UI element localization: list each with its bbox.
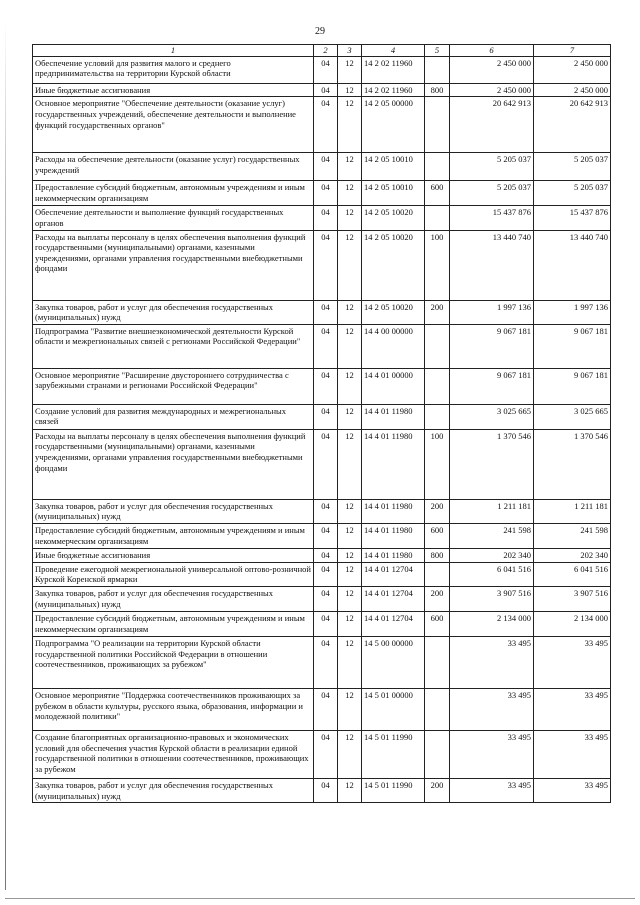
row-amount-year2: 5 205 037: [534, 153, 611, 181]
row-section: 04: [314, 730, 338, 778]
row-section: 04: [314, 300, 338, 324]
row-name: Создание условий для развития международных и межрегиональных связей: [33, 404, 314, 429]
row-section: 04: [314, 97, 338, 153]
row-subsection: 12: [338, 499, 362, 523]
row-name: Закупка товаров, работ и услуг для обеспечения государственных (муниципальных) нужд: [33, 300, 314, 324]
row-section: 04: [314, 549, 338, 563]
row-subsection: 12: [338, 636, 362, 688]
row-name: Предоставление субсидий бюджетным, автономным учреждениям и иным некоммерческим организациям: [33, 524, 314, 549]
row-amount-year1: 241 598: [450, 524, 534, 549]
row-name: Предоставление субсидий бюджетным, автономным учреждениям и иным некоммерческим организациям: [33, 181, 314, 206]
row-amount-year1: 2 450 000: [450, 83, 534, 97]
row-amount-year1: 9 067 181: [450, 368, 534, 404]
row-amount-year2: 6 041 516: [534, 562, 611, 586]
row-section: 04: [314, 429, 338, 499]
row-section: 04: [314, 524, 338, 549]
table-row: [33, 181, 611, 206]
row-name: Предоставление субсидий бюджетным, автономным учреждениям и иным некоммерческим организациям: [33, 611, 314, 636]
row-amount-year1: 13 440 740: [450, 230, 534, 300]
row-subsection: 12: [338, 586, 362, 611]
row-amount-year1: 1 370 546: [450, 429, 534, 499]
row-target-article: 14 2 05 10020: [362, 206, 425, 230]
table-row: [33, 206, 611, 230]
table-row: [33, 153, 611, 181]
row-name: Обеспечение условий для развития малого и среднего предпринимательства на территории Курской области: [33, 56, 314, 83]
table-row: [33, 778, 611, 802]
row-section: 04: [314, 230, 338, 300]
row-name: Закупка товаров, работ и услуг для обеспечения государственных (муниципальных) нужд: [33, 586, 314, 611]
table-row: [33, 300, 611, 324]
row-name: Иные бюджетные ассигнования: [33, 549, 314, 563]
column-number-row: [33, 45, 611, 57]
row-amount-year2: 3 907 516: [534, 586, 611, 611]
row-target-article: 14 4 01 11980: [362, 429, 425, 499]
row-section: 04: [314, 611, 338, 636]
table-row: [33, 688, 611, 730]
row-expense-type: [425, 730, 450, 778]
row-target-article: 14 2 05 10010: [362, 181, 425, 206]
row-target-article: 14 4 01 11980: [362, 404, 425, 429]
row-amount-year2: 15 437 876: [534, 206, 611, 230]
row-subsection: 12: [338, 153, 362, 181]
row-section: 04: [314, 499, 338, 523]
row-amount-year2: 2 450 000: [534, 83, 611, 97]
row-expense-type: 100: [425, 230, 450, 300]
row-expense-type: [425, 404, 450, 429]
row-subsection: 12: [338, 56, 362, 83]
table-row: [33, 636, 611, 688]
row-amount-year1: 6 041 516: [450, 562, 534, 586]
table-row: [33, 524, 611, 549]
row-target-article: 14 2 05 10020: [362, 300, 425, 324]
row-amount-year2: 2 134 000: [534, 611, 611, 636]
row-section: 04: [314, 83, 338, 97]
row-subsection: 12: [338, 230, 362, 300]
table-row: [33, 404, 611, 429]
row-amount-year2: 20 642 913: [534, 97, 611, 153]
row-name: Иные бюджетные ассигнования: [33, 83, 314, 97]
row-expense-type: 100: [425, 429, 450, 499]
table-row: [33, 499, 611, 523]
row-expense-type: 200: [425, 586, 450, 611]
table-row: [33, 429, 611, 499]
row-name: Основное мероприятие "Расширение двустороннего сотрудничества с зарубежными странами и регионами Российской Федерации": [33, 368, 314, 404]
column-header: 4: [362, 45, 425, 57]
row-subsection: 12: [338, 562, 362, 586]
row-expense-type: [425, 562, 450, 586]
row-expense-type: [425, 688, 450, 730]
row-expense-type: 200: [425, 499, 450, 523]
table-row: [33, 56, 611, 83]
column-header: 5: [425, 45, 450, 57]
row-subsection: 12: [338, 206, 362, 230]
table-row: [33, 324, 611, 368]
row-section: 04: [314, 586, 338, 611]
row-expense-type: 600: [425, 611, 450, 636]
row-section: 04: [314, 206, 338, 230]
row-amount-year2: 1 211 181: [534, 499, 611, 523]
row-subsection: 12: [338, 429, 362, 499]
row-target-article: 14 4 01 00000: [362, 368, 425, 404]
row-subsection: 12: [338, 688, 362, 730]
row-target-article: 14 4 01 12704: [362, 586, 425, 611]
row-target-article: 14 2 05 10010: [362, 153, 425, 181]
row-name: Проведение ежегодной межрегиональной универсальной оптово-розничной Курской Коренской ярмарки: [33, 562, 314, 586]
page-number: 29: [315, 26, 325, 37]
row-amount-year2: 2 450 000: [534, 56, 611, 83]
row-name: Расходы на выплаты персоналу в целях обеспечения выполнения функций государственными (муниципальными) органами, казенными учреждениями, органами управления государственными внебюджетными фондами: [33, 429, 314, 499]
row-section: 04: [314, 562, 338, 586]
row-subsection: 12: [338, 324, 362, 368]
row-target-article: 14 5 01 11990: [362, 778, 425, 802]
row-section: 04: [314, 688, 338, 730]
row-target-article: 14 4 01 11980: [362, 549, 425, 563]
table-row: [33, 730, 611, 778]
row-amount-year1: 3 907 516: [450, 586, 534, 611]
row-name: Расходы на обеспечение деятельности (оказание услуг) государственных учреждений: [33, 153, 314, 181]
row-section: 04: [314, 181, 338, 206]
row-section: 04: [314, 153, 338, 181]
row-subsection: 12: [338, 97, 362, 153]
row-target-article: 14 5 01 00000: [362, 688, 425, 730]
row-section: 04: [314, 404, 338, 429]
row-amount-year1: 33 495: [450, 778, 534, 802]
row-expense-type: 800: [425, 83, 450, 97]
row-subsection: 12: [338, 524, 362, 549]
row-expense-type: [425, 56, 450, 83]
row-amount-year2: 202 340: [534, 549, 611, 563]
row-amount-year2: 33 495: [534, 688, 611, 730]
row-expense-type: [425, 206, 450, 230]
row-amount-year2: 33 495: [534, 778, 611, 802]
row-target-article: 14 5 01 11990: [362, 730, 425, 778]
row-amount-year2: 5 205 037: [534, 181, 611, 206]
row-section: 04: [314, 324, 338, 368]
row-subsection: 12: [338, 611, 362, 636]
column-header: 3: [338, 45, 362, 57]
row-section: 04: [314, 368, 338, 404]
column-header: 2: [314, 45, 338, 57]
row-target-article: 14 2 02 11960: [362, 83, 425, 97]
row-amount-year1: 5 205 037: [450, 153, 534, 181]
row-amount-year1: 9 067 181: [450, 324, 534, 368]
row-amount-year2: 13 440 740: [534, 230, 611, 300]
row-name: Закупка товаров, работ и услуг для обеспечения государственных (муниципальных) нужд: [33, 499, 314, 523]
row-amount-year1: 1 211 181: [450, 499, 534, 523]
row-expense-type: 600: [425, 181, 450, 206]
row-expense-type: [425, 368, 450, 404]
table-row: [33, 586, 611, 611]
row-amount-year2: 241 598: [534, 524, 611, 549]
column-header: 1: [33, 45, 314, 57]
row-amount-year1: 3 025 665: [450, 404, 534, 429]
row-expense-type: [425, 636, 450, 688]
row-amount-year2: 9 067 181: [534, 324, 611, 368]
table-row: [33, 549, 611, 563]
row-amount-year1: 33 495: [450, 688, 534, 730]
row-subsection: 12: [338, 300, 362, 324]
column-header: 6: [450, 45, 534, 57]
row-amount-year2: 3 025 665: [534, 404, 611, 429]
row-expense-type: [425, 97, 450, 153]
row-amount-year2: 1 997 136: [534, 300, 611, 324]
row-amount-year2: 1 370 546: [534, 429, 611, 499]
row-amount-year1: 2 450 000: [450, 56, 534, 83]
row-expense-type: 200: [425, 300, 450, 324]
table-row: [33, 230, 611, 300]
row-amount-year2: 9 067 181: [534, 368, 611, 404]
row-amount-year1: 20 642 913: [450, 97, 534, 153]
row-section: 04: [314, 636, 338, 688]
row-section: 04: [314, 56, 338, 83]
row-target-article: 14 4 00 00000: [362, 324, 425, 368]
row-name: Подпрограмма "О реализации на территории Курской области государственной политики Российской Федерации в отношении соотечественников, проживающих за рубежом": [33, 636, 314, 688]
row-target-article: 14 2 05 10020: [362, 230, 425, 300]
table-row: [33, 83, 611, 97]
row-expense-type: [425, 153, 450, 181]
row-amount-year1: 1 997 136: [450, 300, 534, 324]
scan-left-edge: [5, 20, 6, 890]
row-amount-year1: 33 495: [450, 636, 534, 688]
row-amount-year1: 33 495: [450, 730, 534, 778]
row-expense-type: 600: [425, 524, 450, 549]
row-name: Обеспечение деятельности и выполнение функций государственных органов: [33, 206, 314, 230]
row-amount-year1: 2 134 000: [450, 611, 534, 636]
row-subsection: 12: [338, 368, 362, 404]
row-name: Подпрограмма "Развитие внешнеэкономической деятельности Курской области и межрегиональных связей с регионами Российской Федерации": [33, 324, 314, 368]
row-section: 04: [314, 778, 338, 802]
row-amount-year1: 15 437 876: [450, 206, 534, 230]
row-target-article: 14 5 00 00000: [362, 636, 425, 688]
row-target-article: 14 4 01 11980: [362, 524, 425, 549]
row-subsection: 12: [338, 778, 362, 802]
budget-table: [32, 44, 611, 803]
row-name: Расходы на выплаты персоналу в целях обеспечения выполнения функций государственными (муниципальными) органами, казенными учреждениями, органами управления государственными внебюджетными фондами: [33, 230, 314, 300]
scan-bottom-edge: [5, 898, 635, 899]
row-subsection: 12: [338, 404, 362, 429]
row-subsection: 12: [338, 181, 362, 206]
table-row: [33, 368, 611, 404]
row-name: Основное мероприятие "Поддержка соотечественников проживающих за рубежом в области культуры, русского языка, образования, информации и молодежной политики": [33, 688, 314, 730]
table-row: [33, 97, 611, 153]
column-header: 7: [534, 45, 611, 57]
row-expense-type: 200: [425, 778, 450, 802]
row-subsection: 12: [338, 83, 362, 97]
row-amount-year2: 33 495: [534, 730, 611, 778]
row-name: Основное мероприятие "Обеспечение деятельности (оказание услуг) государственных учреждений, обеспечение деятельности и выполнение функций государственных органов": [33, 97, 314, 153]
row-name: Закупка товаров, работ и услуг для обеспечения государственных (муниципальных) нужд: [33, 778, 314, 802]
row-name: Создание благоприятных организационно-правовых и экономических условий для обеспечения участия Курской области в реализации единой государственной политики в отношении соотечественников, проживающих за рубежом: [33, 730, 314, 778]
row-target-article: 14 4 01 12704: [362, 611, 425, 636]
row-target-article: 14 2 02 11960: [362, 56, 425, 83]
table-body: [33, 56, 611, 803]
row-target-article: 14 4 01 11980: [362, 499, 425, 523]
row-subsection: 12: [338, 549, 362, 563]
row-target-article: 14 4 01 12704: [362, 562, 425, 586]
row-amount-year1: 5 205 037: [450, 181, 534, 206]
row-target-article: 14 2 05 00000: [362, 97, 425, 153]
row-amount-year2: 33 495: [534, 636, 611, 688]
table-row: [33, 562, 611, 586]
row-amount-year1: 202 340: [450, 549, 534, 563]
row-expense-type: 800: [425, 549, 450, 563]
table-row: [33, 611, 611, 636]
row-expense-type: [425, 324, 450, 368]
row-subsection: 12: [338, 730, 362, 778]
